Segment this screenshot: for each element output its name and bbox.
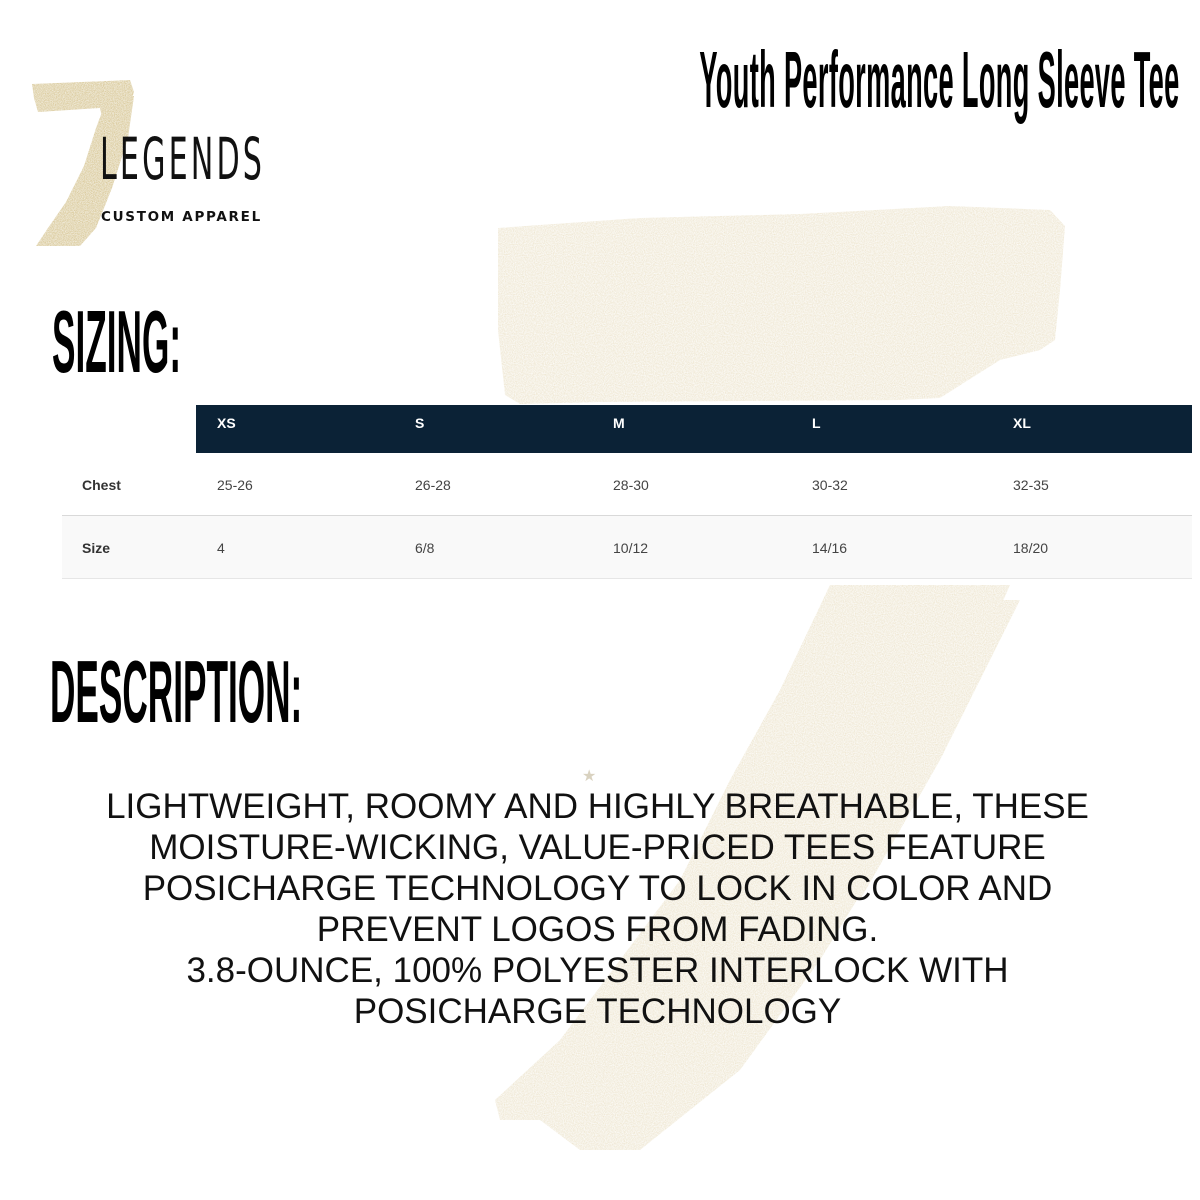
table-cell: 25-26 [217,477,253,493]
description-line: MOISTURE-WICKING, VALUE-PRICED TEES FEATURE [149,828,1046,867]
table-cell: 18/20 [1013,540,1049,556]
row-header-chest: Chest [82,477,121,493]
table-row [62,516,1192,579]
table-cell: 28-30 [613,477,649,493]
table-cell: 26-28 [415,477,451,493]
star-icon: ★ [582,768,597,785]
description-line: POSICHARGE TECHNOLOGY TO LOCK IN COLOR AND [142,869,1053,908]
description-text [40,786,1155,1032]
column-header-s: S [415,415,425,431]
table-row [62,453,1192,516]
description-line: POSICHARGE TECHNOLOGY [353,992,842,1031]
sizing-heading: SIZING: [52,292,182,391]
table-cell: 30-32 [812,477,848,493]
logo-subtitle: CUSTOM APPAREL [101,209,262,225]
column-header-xl: XL [1013,415,1031,431]
description-line: 3.8-OUNCE, 100% POLYESTER INTERLOCK WITH [186,951,1009,990]
table-cell: 14/16 [812,540,848,556]
page-title: Youth Performance Long Sleeve Tee [699,35,1180,124]
table-cell: 10/12 [613,540,649,556]
logo-wordmark: LEGENDS [100,125,266,193]
description-heading: DESCRIPTION: [50,642,303,741]
column-header-l: L [812,415,821,431]
table-cell: 6/8 [415,540,435,556]
description-line: LIGHTWEIGHT, ROOMY AND HIGHLY BREATHABLE, THESE [106,787,1089,826]
column-header-m: M [613,415,625,431]
description-line: PREVENT LOGOS FROM FADING. [316,910,879,949]
column-header-xs: XS [217,415,236,431]
table-header-row [196,405,1192,453]
table-cell: 4 [217,540,225,556]
table-cell: 32-35 [1013,477,1049,493]
row-header-size: Size [82,540,111,556]
